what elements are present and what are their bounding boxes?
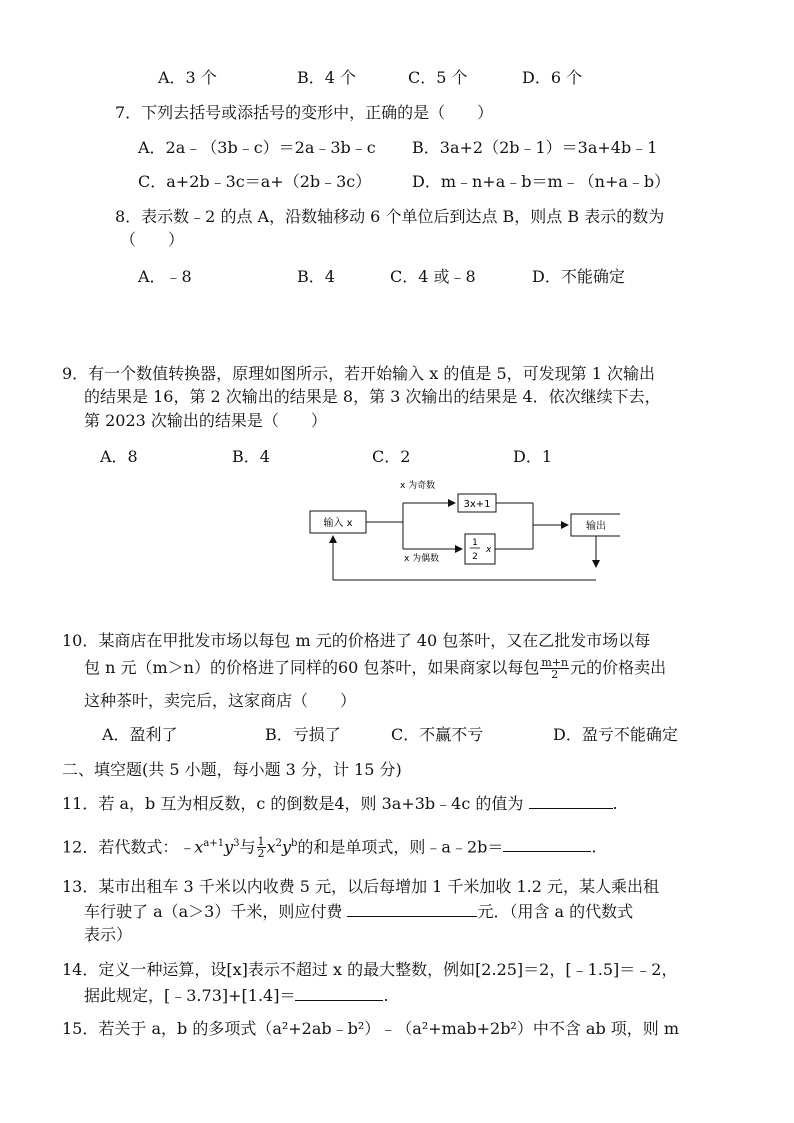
q13-answer-blank[interactable] [347,902,477,917]
q8-stem-cont: （ ） [120,230,185,249]
q10-option-a: A．盈利了 [102,725,178,744]
q6-option-c: C．5 个 [408,68,468,87]
q10-price-fraction [540,657,569,680]
q12-exp2: 2 [275,838,282,849]
q11-stem [62,794,618,814]
q14-stem-line2 [84,986,389,1006]
q13-line2-pre: 车行驶了 a（a＞3）千米，则应付费 [84,902,343,921]
q13-line2-post: 元．（用含 a 的代数式 [477,902,634,921]
q12-exp1b: 3 [233,838,240,849]
q10-option-c: C．不赢不亏 [391,725,484,744]
q9-option-b: B．4 [232,447,270,466]
q9-stem-line2: 的结果是 16，第 2 次输出的结果是 8，第 3 次输出的结果是 4．依次继续下去， [84,387,661,406]
q10-frac-den: 2 [551,668,559,681]
output-label: 输出 [586,521,606,532]
input-label: 输入 x [323,518,353,529]
q7-stem: 7．下列去括号或添括号的变形中，正确的是（ ） [115,103,494,122]
q9-option-a: A．8 [100,447,138,466]
q12-exp2b: b [291,838,298,849]
q6-option-b: B．4 个 [297,68,357,87]
q8-option-b: B．4 [297,267,335,286]
q12-frac-den: 2 [257,847,265,861]
q10-frac-num: m+n [541,656,569,669]
q9-stem-line1: 9．有一个数值转换器，原理如图所示，若开始输入 x 的值是 5，可发现第 1 次输出 [62,364,655,383]
q11-answer-blank[interactable] [529,794,613,809]
q9-stem-line3: 第 2023 次输出的结果是（ ） [84,411,327,430]
q13-stem-line1: 13．某市出租车 3 千米以内收费 5 元，以后每增加 1 千米加收 1.2 元，某人乘出租 [62,877,660,896]
even-label: x 为偶数 [404,554,440,564]
section-heading-fill-in: 二、填空题(共 5 小题，每小题 3 分，计 15 分) [62,760,402,779]
q10-line2-post: 元的价格卖出 [570,658,667,677]
q8-option-a: A．﹣8 [138,267,192,286]
number-converter-diagram [300,475,620,590]
q12-mono2b: y [281,837,291,857]
q11-end: . [612,794,618,813]
even-frac-var: x [486,545,492,555]
q12-mid: 与 [239,837,256,857]
q12-answer-blank[interactable] [503,837,591,852]
even-frac-num: 1 [472,538,478,548]
q10-option-d: D．盈亏不能确定 [553,725,678,744]
q13-stem-line3: 表示） [84,925,133,944]
q7-option-d: D．m﹣n+a﹣b＝m﹣（n+a﹣b） [412,172,671,191]
odd-label: x 为奇数 [400,481,436,491]
q12-mono1: ﹣x [178,837,204,857]
q12-coef-fraction [257,836,266,859]
q10-line2-pre: 包 n 元（m＞n）的价格进了同样的60 包茶叶，如果商家以每包 [84,658,540,677]
q13-stem-line2 [84,902,633,922]
q15-stem-line1: 15．若关于 a，b 的多项式（a²+2ab﹣b²）﹣（a²+mab+2b²）中不含 ab 项，则 m [62,1019,680,1038]
q12-mono1b: y [224,837,234,857]
q10-stem-line2 [84,657,666,680]
q12-end: . [591,837,597,857]
q12-pre: 12．若代数式： [62,837,179,857]
q7-option-c: C．a+2b﹣3c＝a+（2b﹣3c） [138,172,372,191]
q10-stem-line1: 10．某商店在甲批发市场以每包 m 元的价格进了 40 包茶叶，又在乙批发市场以每 [62,631,651,650]
q6-option-a: A．3 个 [158,68,217,87]
q12-frac-num: 1 [257,835,265,849]
q12-mono2: x [266,837,276,857]
q9-option-c: C．2 [372,447,411,466]
q8-option-c: C．4 或﹣8 [390,267,476,286]
q8-stem: 8．表示数﹣2 的点 A，沿数轴移动 6 个单位后到达点 B，则点 B 表示的数为 [115,207,665,226]
q10-option-b: B．亏损了 [265,725,341,744]
q8-option-d: D．不能确定 [532,267,625,286]
q11-text: 11．若 a，b 互为相反数，c 的倒数是4，则 3a+3b﹣4c 的值为 [62,794,524,813]
q7-option-a: A．2a﹣（3b﹣c）＝2a﹣3b﹣c [138,138,376,157]
even-frac-den: 2 [472,552,478,562]
q6-option-d: D．6 个 [522,68,583,87]
q9-option-d: D．1 [513,447,553,466]
q12-exp1: a+1 [203,838,225,849]
q7-option-b: B．3a+2（2b﹣1）＝3a+4b﹣1 [412,138,658,157]
q12-stem [62,834,596,859]
q10-stem-line3: 这种茶叶，卖完后，这家商店（ ） [84,691,357,710]
q14-line2-pre: 据此规定，[﹣3.73]+[1.4]＝ [84,986,296,1005]
q12-post: 的和是单项式，则﹣a﹣2b＝ [297,837,504,857]
odd-operation-label: 3x+1 [463,499,491,510]
q14-answer-blank[interactable] [295,986,383,1001]
q14-end: . [383,986,389,1005]
q14-stem-line1: 14．定义一种运算，设[x]表示不超过 x 的最大整数，例如[2.25]＝2，[﹣1.5]＝﹣2， [62,960,678,979]
